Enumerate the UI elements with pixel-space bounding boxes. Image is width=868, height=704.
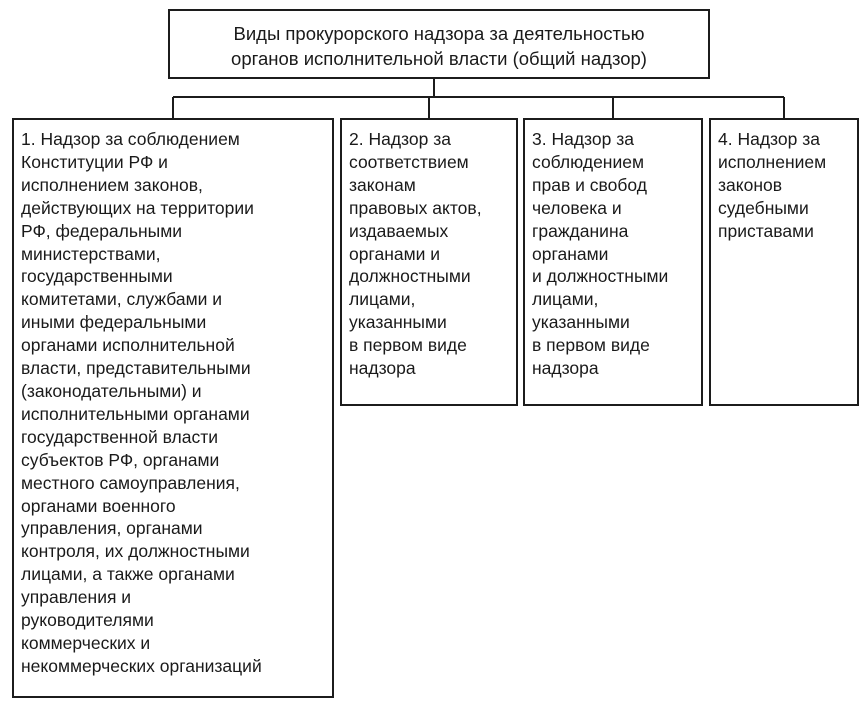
text-line: судебными	[718, 197, 809, 218]
text-line: некоммерческих организаций	[21, 655, 262, 676]
text-line: соответствием	[349, 151, 469, 172]
text-line: коммерческих и	[21, 632, 151, 653]
text-line: комитетами, службами и	[21, 289, 223, 310]
text-line: Конституции РФ и	[21, 151, 168, 172]
text-line: надзора	[349, 358, 416, 379]
text-line: управления, органами	[21, 518, 203, 539]
text-line: местного самоуправления,	[21, 472, 240, 493]
text-line: власти, представительными	[21, 358, 251, 379]
text-line: субъектов РФ, органами	[21, 449, 220, 470]
text-line: министерствами,	[21, 243, 161, 264]
text-line: прав и свобод	[532, 174, 647, 195]
text-line: (законодательными) и	[21, 380, 202, 401]
text-line: лицами,	[532, 289, 599, 310]
title-line: органов исполнительной власти (общий надзор)	[231, 48, 647, 69]
text-line: и должностными	[532, 266, 669, 287]
supervision-type-4-box	[709, 118, 859, 406]
text-line: в первом виде	[349, 335, 467, 356]
text-line: исполнением законов,	[21, 174, 203, 195]
text-line: лицами,	[349, 289, 416, 310]
title-line: Виды прокурорского надзора за деятельностью	[233, 23, 645, 44]
text-line: органами исполнительной	[21, 335, 235, 356]
text-line: гражданина	[532, 220, 629, 241]
text-line: органами военного	[21, 495, 176, 516]
text-line: органами и	[349, 243, 441, 264]
text-line: 2. Надзор за	[349, 129, 451, 149]
text-line: иными федеральными	[21, 312, 207, 333]
text-line: надзора	[532, 358, 599, 379]
text-line: соблюдением	[532, 151, 645, 172]
text-line: издаваемых	[349, 220, 449, 241]
supervision-type-3-box	[523, 118, 703, 406]
text-line: человека и	[532, 197, 622, 218]
text-line: указанными	[349, 312, 447, 333]
text-line: действующих на территории	[21, 197, 254, 218]
text-line: государственными	[21, 266, 173, 287]
text-line: лицами, а также органами	[21, 564, 235, 585]
text-line: 3. Надзор за	[532, 129, 634, 149]
text-line: законов	[718, 174, 783, 195]
text-line: РФ, федеральными	[21, 220, 183, 241]
text-line: контроля, их должностными	[21, 541, 250, 562]
text-line: исполнительными органами	[21, 403, 250, 424]
text-line: исполнением	[718, 151, 827, 172]
text-line: в первом виде	[532, 335, 650, 356]
text-line: государственной власти	[21, 426, 219, 447]
text-line: 4. Надзор за	[718, 129, 820, 149]
text-line: органами	[532, 243, 609, 264]
text-line: управления и	[21, 587, 132, 608]
supervision-type-1-box	[12, 118, 334, 698]
text-line: законам	[349, 174, 416, 195]
text-line: правовых актов,	[349, 197, 482, 218]
text-line: приставами	[718, 220, 814, 241]
supervision-type-2-box	[340, 118, 518, 406]
text-line: указанными	[532, 312, 630, 333]
text-line: должностными	[349, 266, 471, 287]
text-line: руководителями	[21, 610, 154, 631]
text-line: 1. Надзор за соблюдением	[21, 129, 240, 149]
diagram-title-box	[168, 9, 710, 79]
